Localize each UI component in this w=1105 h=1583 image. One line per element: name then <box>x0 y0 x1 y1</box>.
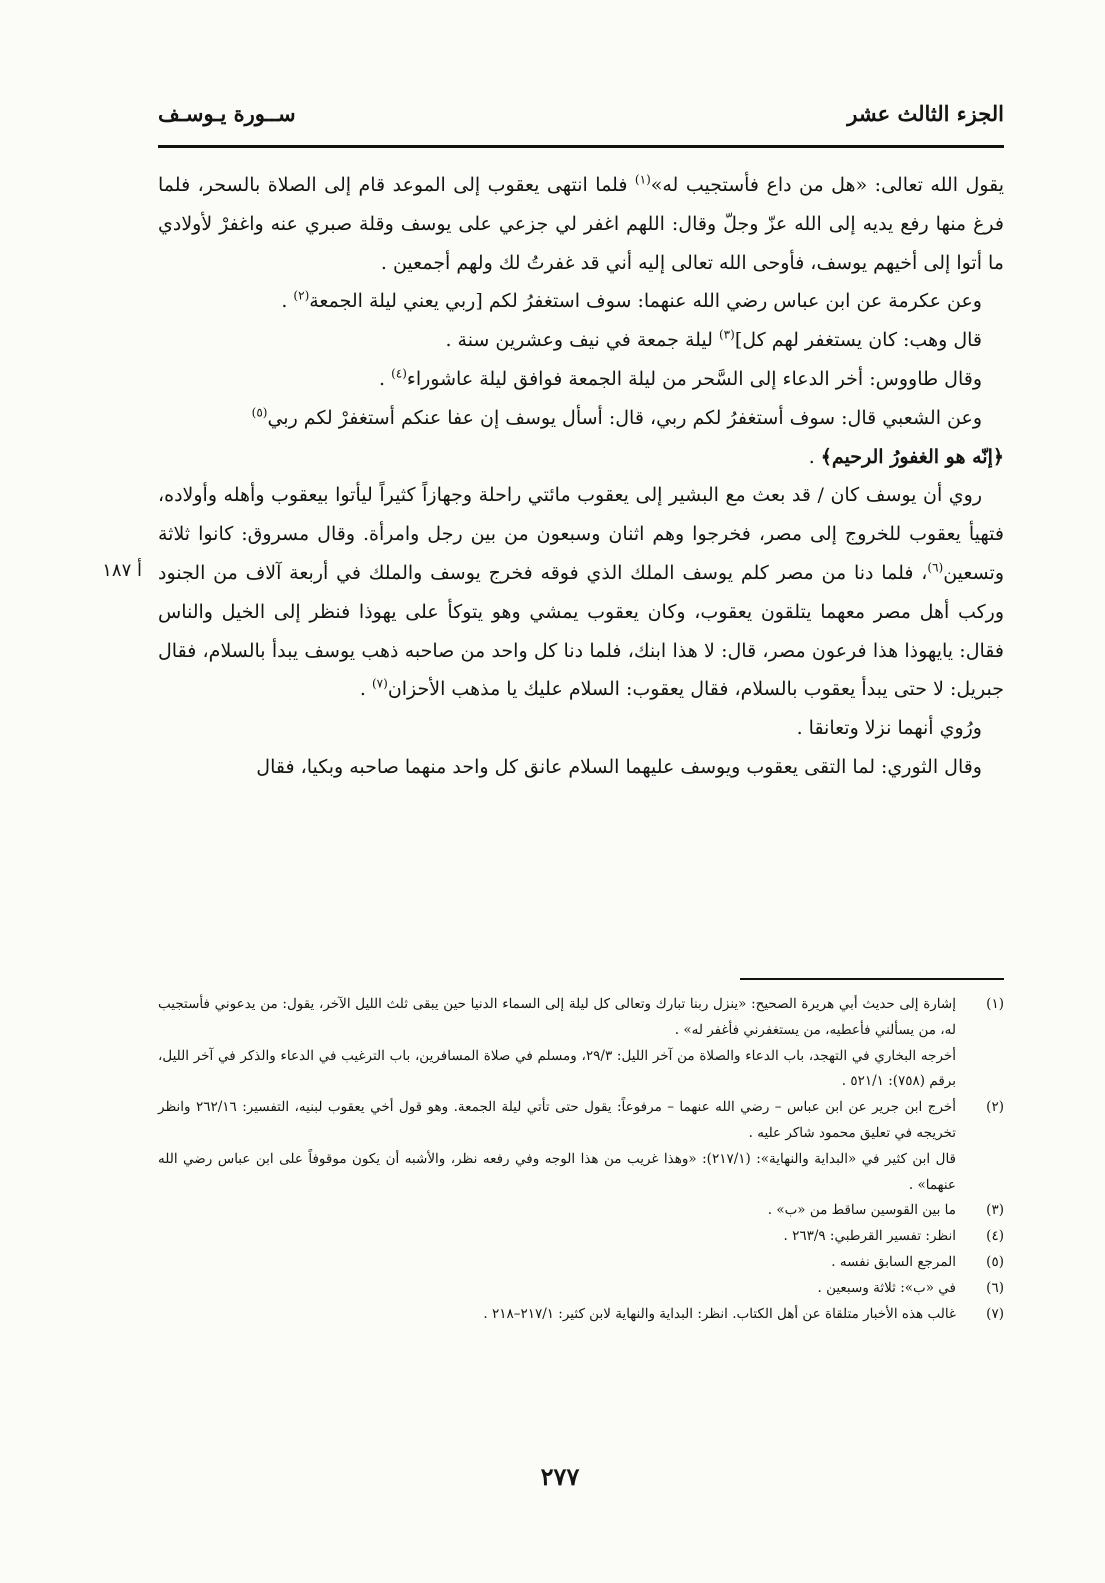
footnote-ref: (٤) <box>391 366 407 381</box>
footnote-number: (١) <box>986 996 1004 1012</box>
manuscript-folio-marker: أ ١٨٧ <box>102 560 142 581</box>
footnote-number: (٣) <box>986 1202 1004 1219</box>
footnote-number: (٦) <box>986 1279 1004 1296</box>
surah-title: ســورة يـوسـف <box>158 100 296 126</box>
text-span: ليلة جمعة في نيف وعشرين سنة . <box>445 329 719 352</box>
footnote-ref: (٢) <box>293 289 310 304</box>
footnote-text: إشارة إلى حديث أبي هريرة الصحيح: «ينزل ربنا تبارك وتعالى كل ليلة إلى السماء الدنيا حين يبقى ثلث الليل الآخر، يقول: من يدعوني فأستجيب له، من يسألني فأعطيه، من يستغفرني فأغفر له» . <box>158 996 956 1038</box>
paragraph-3 <box>158 321 1004 360</box>
text-span: ورُوي أنهما نزلا وتعانقا . <box>796 717 982 740</box>
header-rule <box>158 145 1004 148</box>
footnote-2-continuation: قال ابن كثير في «البداية والنهاية»: (٢١٧/١): «وهذا غريب من هذا الوجه وفي رفعه نظر، والأشبه أن يكون موقوفاً على ابن عباس رضي الله عنهما» . <box>158 1150 957 1193</box>
footnote-ref: (٦) <box>927 560 944 575</box>
text-span: فلما انتهى يعقوب إلى الموعد قام إلى الصلاة بالسحر، فلما فرغ منها رفع يديه إلى الله عزّ وجلّ وقال: اللهم اغفر لي جزعي على يوسف وقلة صبري عنه واغفرْ لأولادي ما أتوا إلى أخيهم يوسف، فأوحى الله تعالى إليه أني قد غفرتُ لك ولهم أجمعين . <box>158 174 1004 274</box>
footnote-text: المرجع السابق نفسه . <box>831 1253 956 1270</box>
text-span: . <box>281 290 294 313</box>
text-span: قال وهب: كان يستغفر لهم كل] <box>734 329 982 352</box>
text-span: وعن عكرمة عن ابن عباس رضي الله عنهما: سوف استغفرُ لكم [ربي يعني ليلة الجمعة <box>309 290 982 313</box>
footnote-3 <box>158 1198 1004 1224</box>
footnotes <box>158 992 1004 1327</box>
footnote-number: (٤) <box>986 1228 1004 1245</box>
paragraph-9 <box>158 748 1004 787</box>
footnote-text: ما بين القوسين ساقط من «ب» . <box>767 1202 956 1219</box>
running-header <box>158 96 1004 130</box>
footnote-4 <box>158 1224 1004 1250</box>
footnote-ref: (٧) <box>371 677 388 692</box>
text-span: وقال طاووس: أخر الدعاء إلى السَّحر من ليلة الجمعة فوافق ليلة عاشوراء <box>406 367 982 390</box>
quran-verse: ﴿إنّه هو الغفورُ الرحيم﴾ <box>820 445 1004 468</box>
text-span: وعن الشعبي قال: سوف أستغفرُ لكم ربي، قال: أسأل يوسف إن عفا عنكم أستغفرْ لكم ربي <box>267 406 982 429</box>
footnote-number: (٧) <box>986 1305 1004 1322</box>
main-text <box>158 166 1004 787</box>
paragraph-7 <box>158 476 1004 709</box>
text-span: روي أن يوسف كان / قد بعث مع البشير إلى يعقوب مائتي راحلة وجهازاً كثيراً ليأتوا بيعقوب وأهله وأولاده، فتهيأ يعقوب للخروج إلى مصر، فخرجوا وهم اثنان وسبعون من بين رجل وامرأة. وقال مسروق: كانوا ثلاثة وتسعين <box>158 484 1004 584</box>
paragraph-5 <box>158 399 1004 438</box>
footnote-text: غالب هذه الأخبار متلقاة عن أهل الكتاب. انظر: البداية والنهاية لابن كثير: ٢١٧/١–٢١٨ . <box>483 1305 956 1322</box>
footnote-5 <box>158 1250 1004 1276</box>
footnote-1-continuation: أخرجه البخاري في التهجد، باب الدعاء والصلاة من آخر الليل: ٢٩/٣، ومسلم في صلاة المسافرين، باب الترغيب في الدعاء والذكر في آخر الليل، برقم (٧٥٨): ٥٢١/١ . <box>158 1047 956 1090</box>
text-span: . <box>359 678 372 701</box>
footnote-ref: (٣) <box>718 327 735 342</box>
quran-verse-line <box>158 438 1004 477</box>
footnote-text: انظر: تفسير القرطبي: ٢٦٣/٩ . <box>783 1228 956 1245</box>
text-span: ، فلما دنا من مصر كلم يوسف الملك الذي فوقه فخرج يوسف والملك في أربعة آلاف من الجنود وركب أهل مصر معهما يتلقون يعقوب، وكان يعقوب يمشي وهو يتوكأ على يهوذا فنظر إلى الخيل والناس فقال: يايهوذا هذا فرعون مصر، قال: لا هذا ابنك، فلما دنا كل واحد من صاحبه ذهب يوسف يبدأ بالسلام، فقال جبريل: لا حتى يبدأ يعقوب بالسلام، فقال يعقوب: السلام عليك يا مذهب الأحزان <box>158 561 1004 701</box>
footnote-ref: (٥) <box>251 405 268 420</box>
paragraph-1 <box>158 166 1004 282</box>
footnote-text: أخرج ابن جرير عن ابن عباس – رضي الله عنهما – مرفوعاً: يقول حتى تأتي ليلة الجمعة. وهو قول أخي يعقوب لبنيه، التفسير: ٢٦٢/١٦ وانظر تخريجه في تعليق محمود شاكر عليه . <box>158 1099 956 1141</box>
text-span: يقول الله تعالى: «هل من داع فأستجيب له» <box>650 174 1004 196</box>
text-span: . <box>378 367 392 390</box>
footnote-rule <box>740 978 1004 980</box>
footnote-2 <box>158 1095 1004 1147</box>
footnote-text: في «ب»: ثلاثة وسبعين . <box>817 1279 956 1296</box>
page-number: ٢٧٧ <box>540 1462 580 1491</box>
footnote-ref: (١) <box>634 172 651 187</box>
paragraph-2 <box>158 282 1004 321</box>
footnote-7 <box>158 1302 1004 1328</box>
footnote-6 <box>158 1276 1004 1302</box>
volume-title: الجزء الثالث عشر <box>847 100 1004 126</box>
paragraph-4 <box>158 360 1004 399</box>
footnote-number: (٥) <box>986 1253 1004 1270</box>
text-span: . <box>808 445 821 468</box>
footnote-number: (٢) <box>986 1099 1004 1116</box>
paragraph-8 <box>158 709 1004 748</box>
footnote-1 <box>158 992 1004 1044</box>
text-span: وقال الثوري: لما التقى يعقوب ويوسف عليهما السلام عانق كل واحد منهما صاحبه وبكيا، فقال <box>256 755 982 778</box>
